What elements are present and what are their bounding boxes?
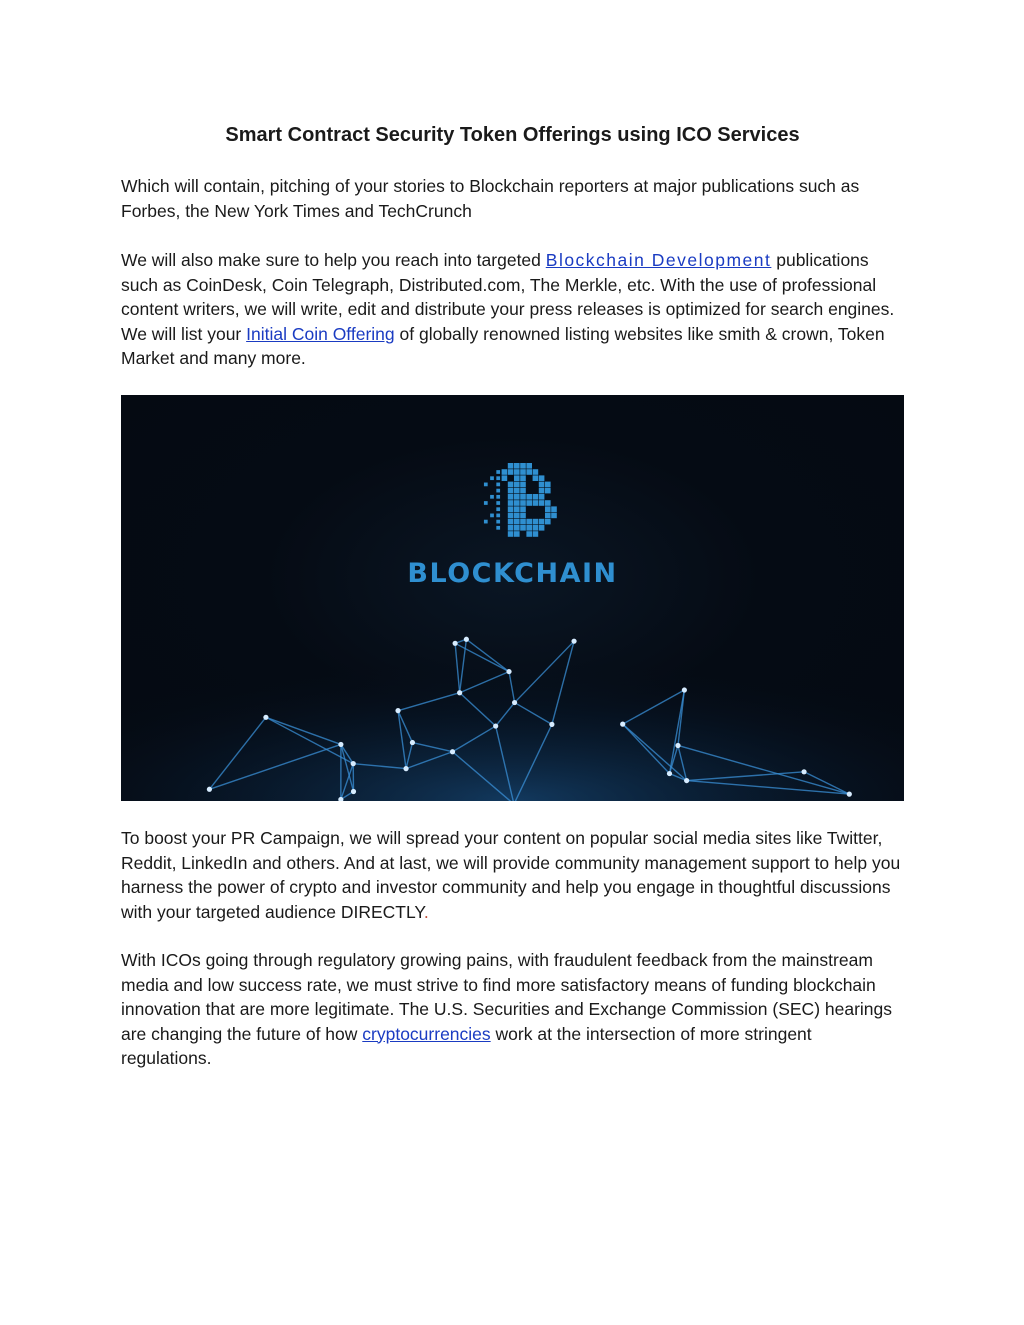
logo-pixel — [533, 500, 539, 506]
logo-pixel — [520, 506, 526, 512]
network-node — [207, 787, 212, 792]
logo-pixel — [508, 513, 514, 519]
logo-pixel — [484, 483, 488, 487]
page-title: Smart Contract Security Token Offerings using ICO Services — [225, 124, 800, 146]
logo-pixel — [484, 501, 488, 505]
logo-pixel — [526, 469, 532, 475]
logo-pixel — [526, 463, 532, 469]
logo-pixel — [526, 500, 532, 506]
blockchain-wordmark: BLOCKCHAIN — [407, 558, 618, 589]
logo-pixel — [539, 500, 545, 506]
logo-pixel — [545, 513, 551, 519]
network-node — [506, 669, 511, 674]
network-node — [450, 749, 455, 754]
logo-pixel — [508, 519, 514, 525]
logo-pixel — [484, 520, 488, 524]
logo-pixel — [508, 488, 514, 494]
logo-pixel — [514, 506, 520, 512]
logo-pixel — [526, 525, 532, 531]
logo-pixel — [545, 506, 551, 512]
network-node — [549, 722, 554, 727]
paragraph-text: of globally renowned listing websites like smith & crown, Token Market and many more. — [121, 323, 885, 368]
logo-pixel — [508, 469, 514, 475]
logo-pixel — [533, 525, 539, 531]
network-node — [682, 687, 687, 692]
logo-pixel — [539, 488, 545, 494]
network-node — [453, 641, 458, 646]
paragraph-intro: Which will contain, pitching of your stories to Blockchain reporters at major publications such as Forbes, the New York Times and TechCrunch — [121, 176, 860, 221]
logo-pixel — [539, 525, 545, 531]
logo-pixel — [490, 514, 494, 518]
logo-pixel — [533, 469, 539, 475]
logo-pixel — [514, 494, 520, 500]
logo-pixel — [514, 519, 520, 525]
network-node — [801, 769, 806, 774]
logo-pixel — [496, 507, 500, 511]
network-node — [351, 761, 356, 766]
logo-pixel — [496, 526, 500, 530]
network-globe-graphic — [121, 395, 904, 801]
logo-pixel — [520, 463, 526, 469]
logo-pixel — [496, 501, 500, 505]
blockchain-development-link[interactable]: Blockchain Development — [545, 250, 772, 270]
logo-pixel — [496, 520, 500, 524]
network-node — [512, 700, 517, 705]
logo-pixel — [545, 482, 551, 488]
logo-pixel — [496, 489, 500, 493]
logo-pixel — [533, 494, 539, 500]
logo-pixel — [508, 482, 514, 488]
logo-pixel — [514, 488, 520, 494]
logo-pixel — [526, 531, 532, 537]
logo-pixel — [490, 495, 494, 499]
logo-pixel — [545, 500, 551, 506]
logo-pixel — [533, 531, 539, 537]
logo-pixel — [514, 463, 520, 469]
network-node — [847, 792, 852, 797]
logo-pixel — [496, 476, 500, 480]
paragraph-text: To boost your PR Campaign, we will spread your content on popular social media sites like Twitter, Reddit, LinkedIn and others. And at last, we will provide community management support to help you harness the power of crypto and investor community and help you engage in thoughtful discussions with your targeted audience DIRECTLY — [121, 828, 901, 922]
network-node — [493, 723, 498, 728]
logo-pixel — [508, 463, 514, 469]
logo-pixel — [496, 495, 500, 499]
logo-pixel — [526, 494, 532, 500]
logo-pixel — [502, 469, 508, 475]
logo-pixel — [520, 488, 526, 494]
network-node — [395, 708, 400, 713]
logo-pixel — [520, 482, 526, 488]
logo-pixel — [508, 506, 514, 512]
logo-pixel — [533, 475, 539, 481]
paragraph-text: publications such as CoinDesk, Coin Telegraph, Distributed.com, The Merkle, etc. With the use of professional content writers, we will write, edit and distribute your press releases is optimized for search engines. We will list your — [121, 250, 895, 344]
network-node — [457, 690, 462, 695]
paragraph-social-media — [121, 826, 904, 924]
logo-pixel — [551, 513, 557, 519]
logo-pixel — [539, 482, 545, 488]
network-node — [263, 715, 268, 720]
logo-pixel — [514, 475, 520, 481]
logo-pixel — [508, 531, 514, 537]
paragraph-publications — [121, 248, 904, 371]
network-node — [667, 771, 672, 776]
logo-pixel — [496, 514, 500, 518]
cryptocurrencies-link[interactable]: cryptocurrencies — [362, 1023, 491, 1044]
logo-pixel — [514, 500, 520, 506]
logo-pixel — [514, 531, 520, 537]
logo-pixel — [520, 475, 526, 481]
logo-pixel — [545, 519, 551, 525]
network-node — [620, 722, 625, 727]
network-node — [351, 789, 356, 794]
trailing-period: . — [423, 901, 429, 922]
logo-pixel — [508, 494, 514, 500]
logo-pixel — [539, 519, 545, 525]
logo-pixel — [539, 475, 545, 481]
logo-pixel — [514, 525, 520, 531]
network-node — [464, 637, 469, 642]
logo-pixel — [520, 519, 526, 525]
blockchain-hero-image — [121, 395, 904, 801]
network-node — [571, 639, 576, 644]
network-node — [403, 766, 408, 771]
paragraph-text: We will also make sure to help you reach into targeted — [121, 250, 546, 270]
logo-pixel — [514, 482, 520, 488]
paragraph-regulation — [121, 948, 904, 1071]
logo-pixel — [520, 525, 526, 531]
logo-pixel — [514, 469, 520, 475]
logo-pixel — [508, 525, 514, 531]
initial-coin-offering-link[interactable]: Initial Coin Offering — [246, 323, 395, 344]
network-node — [410, 740, 415, 745]
logo-pixel — [496, 483, 500, 487]
logo-pixel — [514, 513, 520, 519]
logo-pixel — [520, 494, 526, 500]
logo-pixel — [533, 519, 539, 525]
logo-pixel — [490, 476, 494, 480]
logo-pixel — [520, 513, 526, 519]
logo-pixel — [502, 475, 508, 481]
logo-pixel — [526, 519, 532, 525]
logo-pixel — [496, 470, 500, 474]
network-node — [338, 742, 343, 747]
network-node — [675, 743, 680, 748]
logo-pixel — [520, 469, 526, 475]
logo-pixel — [520, 500, 526, 506]
logo-pixel — [539, 494, 545, 500]
paragraph-text: work at the intersection of more stringent regulations. — [121, 1023, 812, 1068]
logo-pixel — [508, 500, 514, 506]
pixelated-b-icon — [484, 463, 557, 537]
logo-pixel — [551, 506, 557, 512]
paragraph-text: With ICOs going through regulatory growing pains, with fraudulent feedback from the mainstream media and low success rate, we must strive to find more satisfactory means of funding blockchain innovation that are more legitimate. The U.S. Securities and Exchange Commission (SEC) hearings are changing the future of how — [121, 950, 893, 1044]
logo-pixel — [545, 488, 551, 494]
network-node — [684, 778, 689, 783]
